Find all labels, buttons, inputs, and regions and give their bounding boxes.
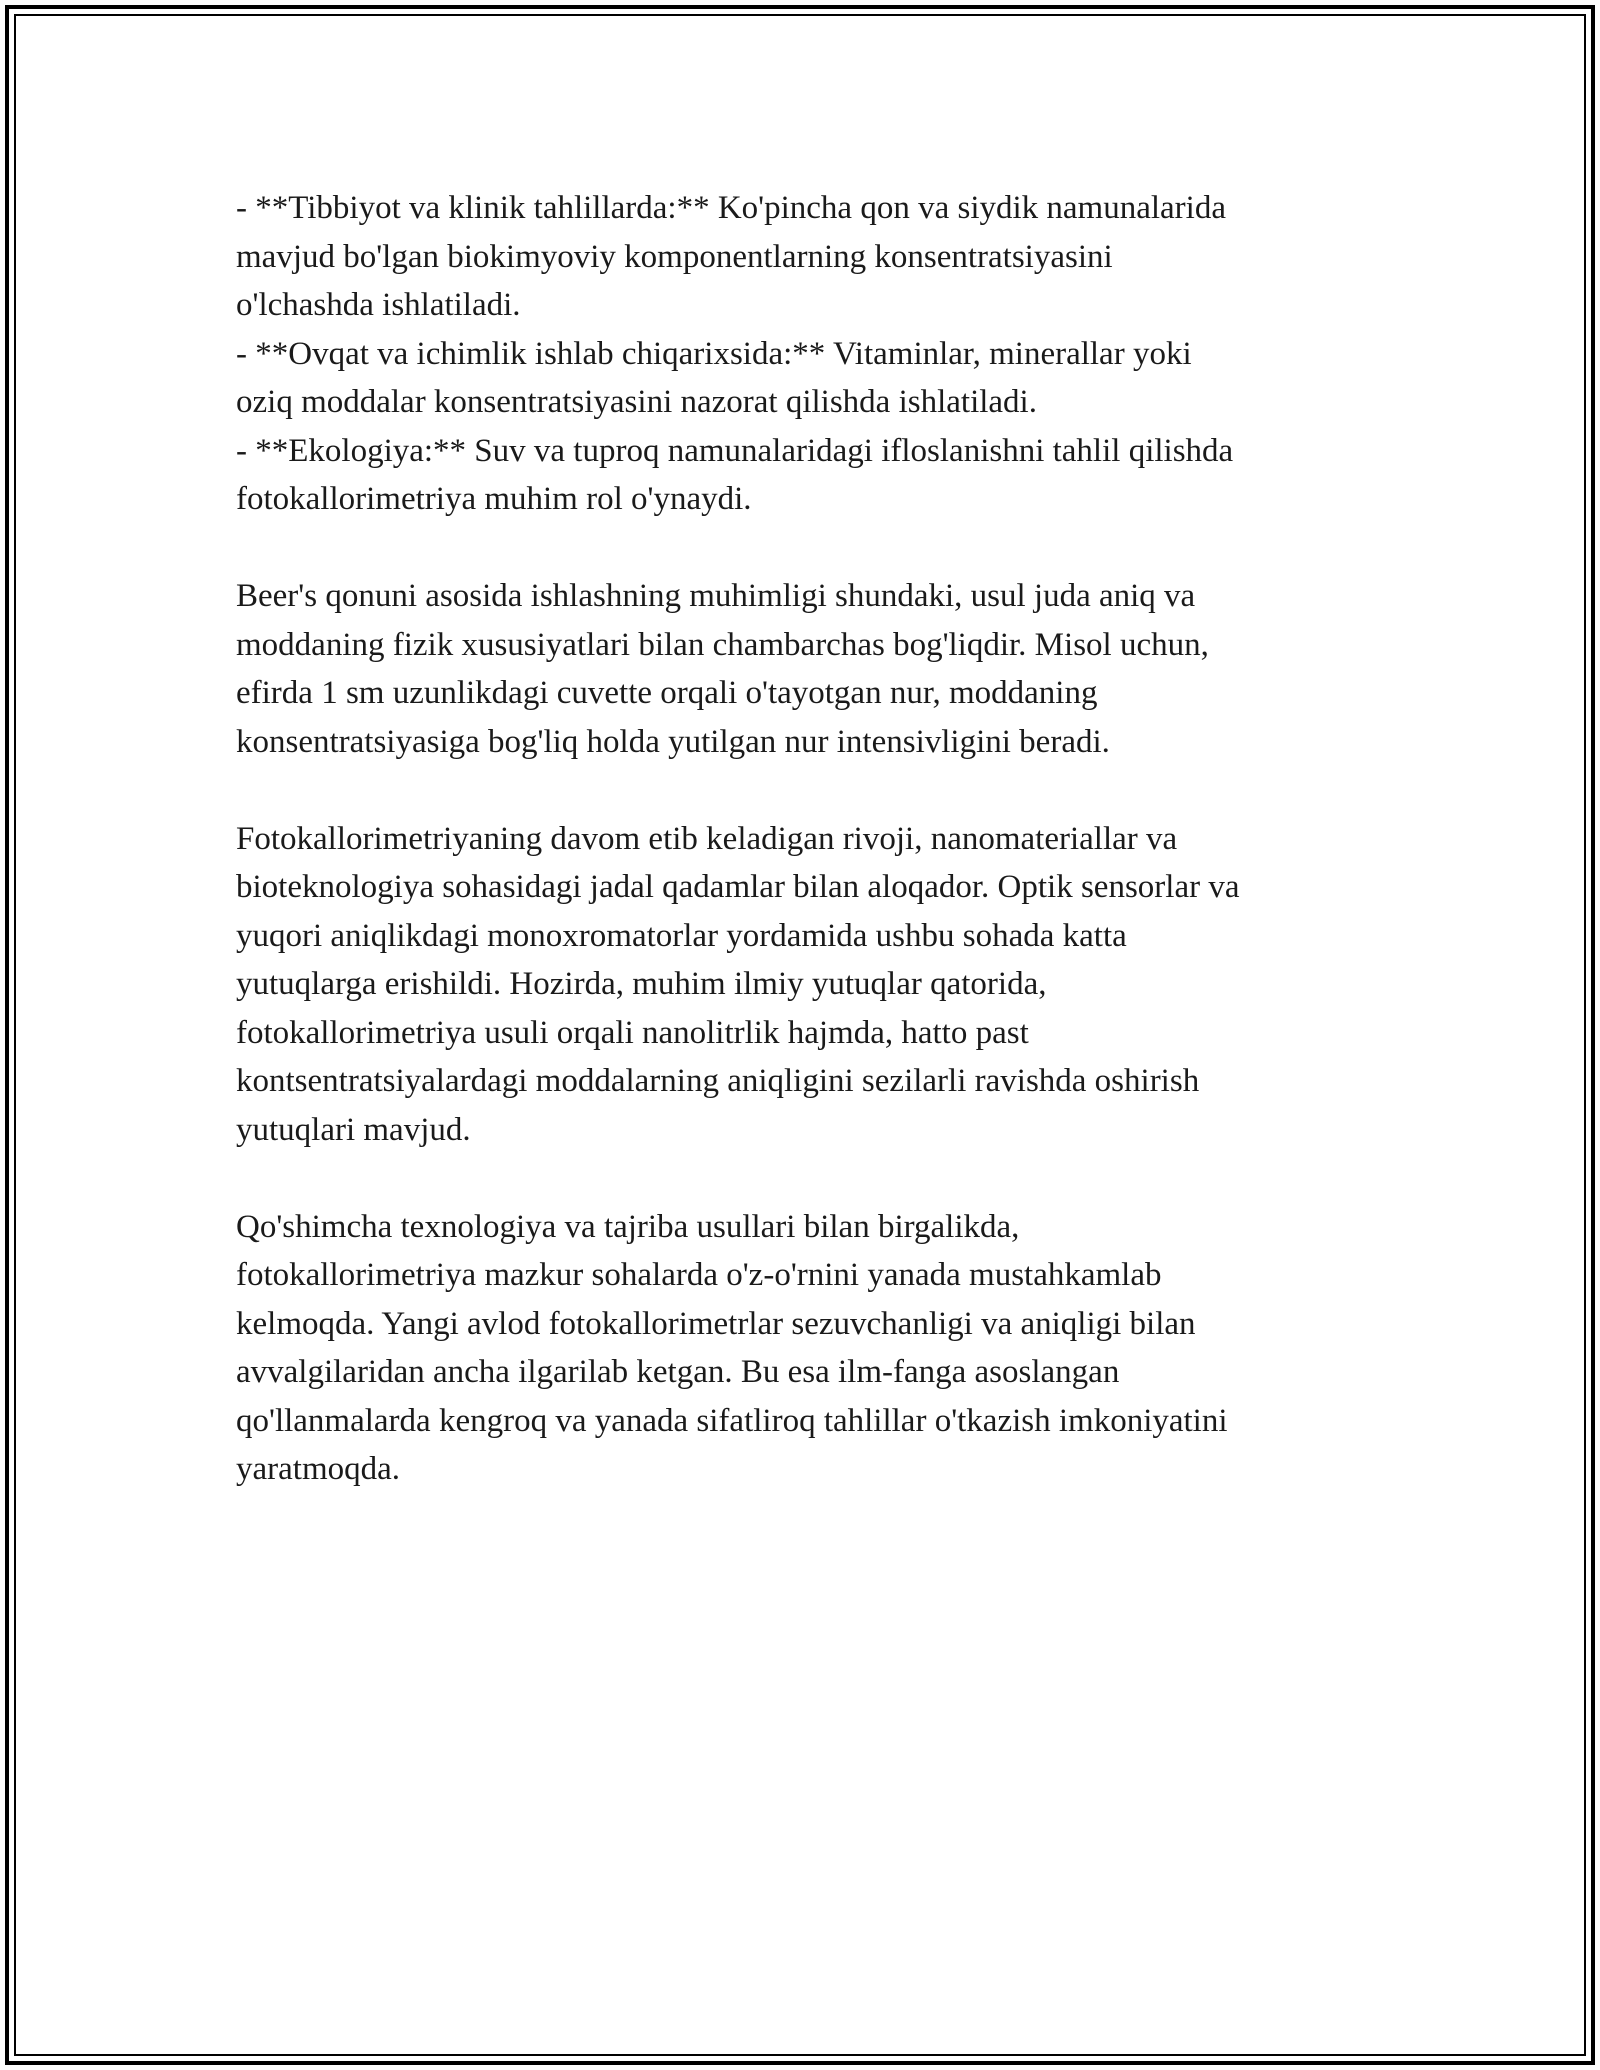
text-line: kontsentratsiyalardagi moddalarning aniqligini sezilarli ravishda oshirish — [236, 1063, 1200, 1099]
bullet-item-ecology — [236, 427, 1366, 524]
text-line: - **Tibbiyot va klinik tahlillarda:** Ko'pincha qon va siydik namunalarida — [236, 190, 1226, 226]
text-line: efirda 1 sm uzunlikdagi cuvette orqali o'tayotgan nur, moddaning — [236, 675, 1098, 711]
text-line: - **Ekologiya:** Suv va tuproq namunalaridagi ifloslanishni tahlil qilishda — [236, 432, 1234, 469]
text-line: yutuqlari mavjud. — [236, 1111, 471, 1148]
text-line: Beer's qonuni asosida ishlashning muhimligi shundaki, usul juda aniq va — [236, 578, 1196, 614]
text-line: mavjud bo'lgan biokimyoviy komponentlarning konsentratsiyasini — [236, 238, 1113, 275]
document-body — [236, 184, 1366, 1494]
text-line: Qo'shimcha texnologiya va tajriba usullari bilan birgalikda, — [236, 1208, 1020, 1245]
text-line: qo'llanmalarda kengroq va yanada sifatliroq tahlillar o'tkazish imkoniyatini — [236, 1402, 1228, 1439]
bullet-item-food — [236, 330, 1366, 427]
text-line: - **Ovqat va ichimlik ishlab chiqarixsida:** Vitaminlar, minerallar yoki — [236, 335, 1192, 372]
text-line: avvalgilaridan ancha ilgarilab ketgan. Bu esa ilm-fanga asoslangan — [236, 1354, 1120, 1390]
text-line: konsentratsiyasiga bog'liq holda yutilgan nur intensivligini beradi. — [236, 723, 1110, 760]
text-line: fotokallorimetriya usuli orqali nanolitrlik hajmda, hatto past — [236, 1014, 1029, 1051]
text-line: fotokallorimetriya mazkur sohalarda o'z-o'rnini yanada mustahkamlab — [236, 1257, 1162, 1293]
text-line: bioteknologiya sohasidagi jadal qadamlar bilan aloqador. Optik sensorlar va — [236, 869, 1240, 905]
bullet-item-medicine — [236, 184, 1366, 330]
text-line: yuqori aniqlikdagi monoxromatorlar yordamida ushbu sohada katta — [236, 917, 1127, 954]
text-line: oziq moddalar konsentratsiyasini nazorat qilishda ishlatiladi. — [236, 384, 1037, 420]
paragraph-development — [236, 815, 1366, 1155]
paragraph-gap — [236, 1154, 1366, 1203]
text-line: kelmoqda. Yangi avlod fotokallorimetrlar sezuvchanligi va aniqligi bilan — [236, 1305, 1196, 1342]
text-line: Fotokallorimetriyaning davom etib keladigan rivoji, nanomateriallar va — [236, 820, 1178, 857]
text-line: fotokallorimetriya muhim rol o'ynaydi. — [236, 481, 752, 517]
text-line: moddaning fizik xususiyatlari bilan chambarchas bog'liqdir. Misol uchun, — [236, 626, 1209, 663]
paragraph-gap — [236, 524, 1366, 573]
text-line: yutuqlarga erishildi. Hozirda, muhim ilmiy yutuqlar qatorida, — [236, 966, 1047, 1002]
paragraph-gap — [236, 766, 1366, 815]
text-line: o'lchashda ishlatiladi. — [236, 287, 521, 323]
text-line: yaratmoqda. — [236, 1451, 401, 1487]
paragraph-conclusion — [236, 1203, 1366, 1494]
paragraph-beer-law — [236, 572, 1366, 766]
